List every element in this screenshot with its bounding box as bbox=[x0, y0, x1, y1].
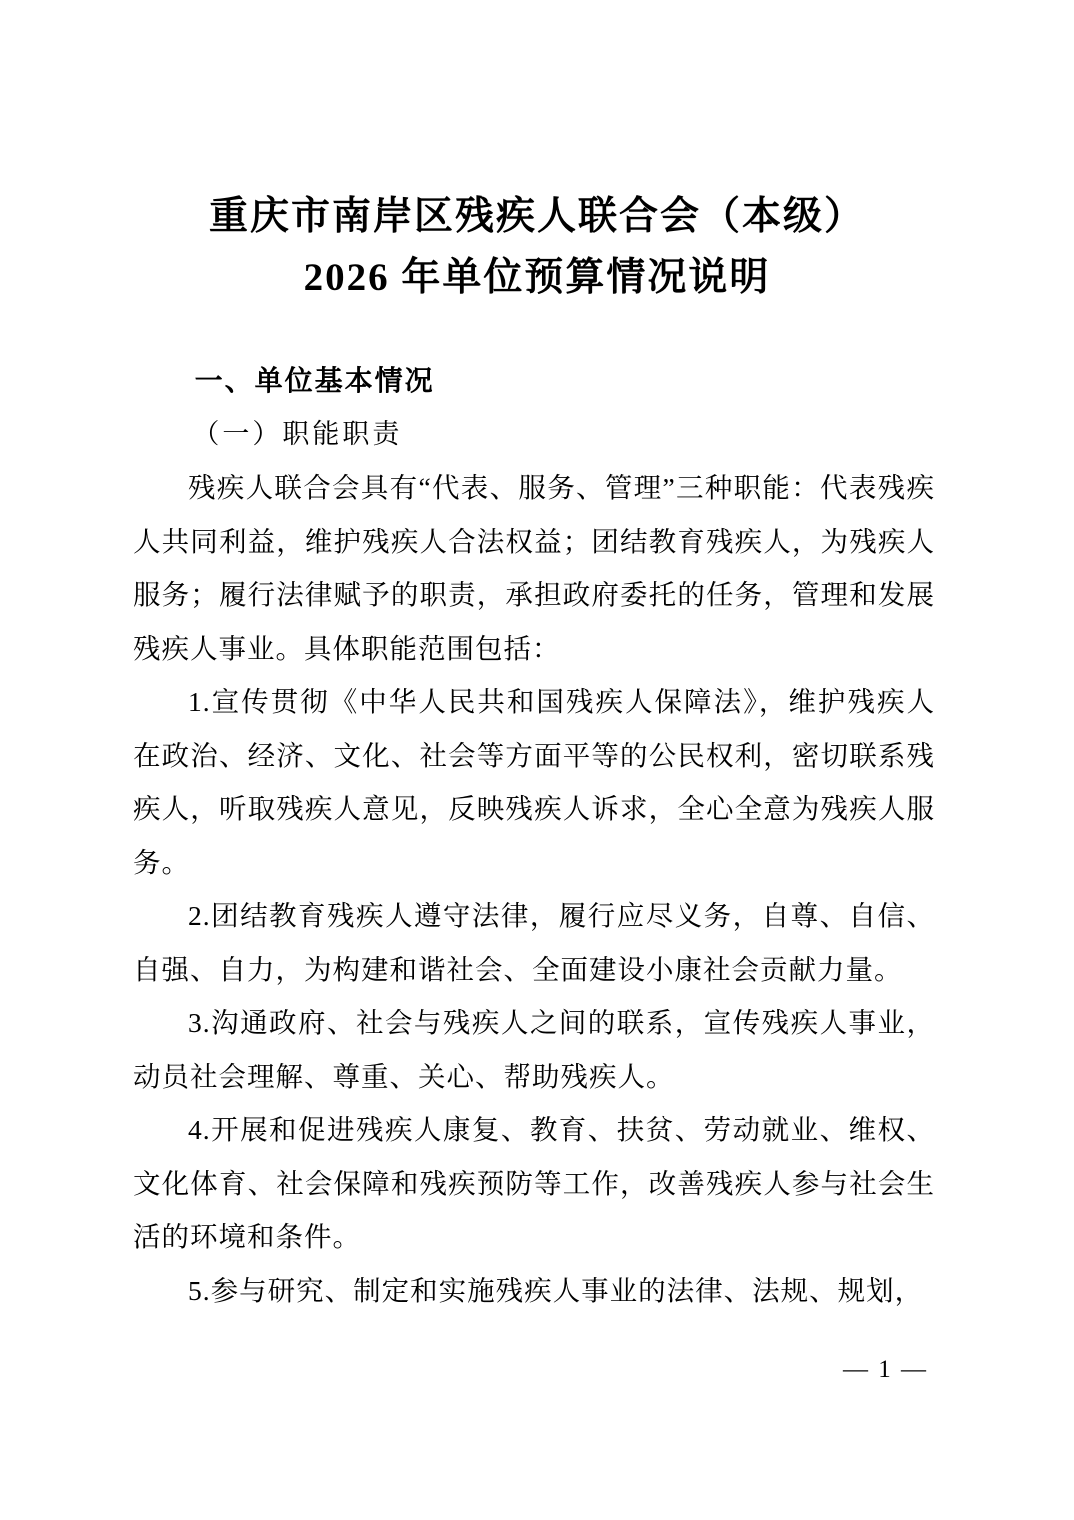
document-body bbox=[133, 354, 935, 1317]
sub-heading-duties: （一）职能职责 bbox=[192, 418, 403, 449]
paragraph-item-4: 4.开展和促进残疾人康复、教育、扶贫、劳动就业、维权、文化体育、社会保障和残疾预防等工作，改善残疾人参与社会生活的环境和条件。 bbox=[133, 1114, 935, 1252]
paragraph-intro: 残疾人联合会具有“代表、服务、管理”三种职能：代表残疾人共同利益，维护残疾人合法权益；团结教育残疾人，为残疾人服务；履行法律赋予的职责，承担政府委托的任务，管理和发展残疾人事业。具体职能范围包括： bbox=[133, 472, 935, 664]
document-title bbox=[0, 186, 1074, 308]
document-title-line2: 2026 年单位预算情况说明 bbox=[303, 256, 771, 299]
paragraph-item-3: 3.沟通政府、社会与残疾人之间的联系，宣传残疾人事业，动员社会理解、尊重、关心、帮助残疾人。 bbox=[133, 1007, 935, 1092]
paragraph-item-2: 2.团结教育残疾人遵守法律，履行应尽义务，自尊、自信、自强、自力，为构建和谐社会、全面建设小康社会贡献力量。 bbox=[133, 900, 935, 985]
paragraph-item-1: 1.宣传贯彻《中华人民共和国残疾人保障法》，维护残疾人在政治、经济、文化、社会等方面平等的公民权利，密切联系残疾人，听取残疾人意见，反映残疾人诉求，全心全意为残疾人服务。 bbox=[133, 686, 935, 878]
section-heading-unit-basic-info: 一、单位基本情况 bbox=[194, 365, 435, 396]
document-title-line1: 重庆市南岸区残疾人联合会（本级） bbox=[208, 195, 865, 238]
paragraph-item-5: 5.参与研究、制定和实施残疾人事业的法律、法规、规划， bbox=[188, 1274, 924, 1306]
page-number: — 1 — bbox=[843, 1356, 928, 1383]
